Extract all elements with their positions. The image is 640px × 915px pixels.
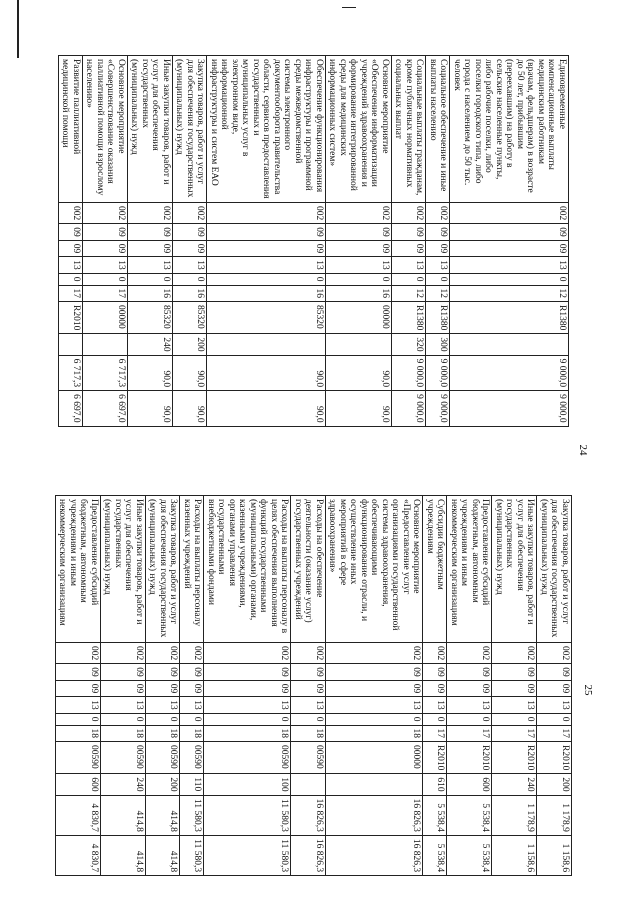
expense-type-code: 240 xyxy=(492,774,537,795)
program-code: 13 xyxy=(56,697,101,714)
row-name: Обеспечение функционирования инфраструктуры и программной среды межведомственной системы электронного документооборота правительства области, сервисов предоставления государственных и муниципальных услуг в электронном виде, информационной инфраструктуры и систем ЕАО xyxy=(207,56,326,203)
subsection-code: 09 xyxy=(291,680,326,697)
row-name: Основное мероприятие «Совершенствование оказания паллиативной помощи взрослому населению» xyxy=(83,56,128,203)
activity-code: 18 xyxy=(146,725,181,742)
amount-year-1: 16 826,3 xyxy=(291,795,326,835)
subsection-code: 09 xyxy=(180,680,204,697)
activity-code: 16 xyxy=(326,285,392,302)
ved-code: 002 xyxy=(447,643,492,664)
amount-year-1: 5 538,4 xyxy=(423,795,447,835)
direction-code: R2010 xyxy=(423,742,447,774)
section-code: 09 xyxy=(146,664,181,681)
direction-code: R2010 xyxy=(537,742,572,774)
program-code: 13 xyxy=(59,257,83,274)
ved-code: 002 xyxy=(291,643,326,664)
direction-code: 00590 xyxy=(146,742,181,774)
subprogram-code: 0 xyxy=(101,713,146,725)
direction-code: R2010 xyxy=(447,742,492,774)
ved-code: 002 xyxy=(392,203,427,224)
direction-code: 00590 xyxy=(204,742,291,774)
ved-code: 002 xyxy=(180,643,204,664)
expense-type-code: 320 xyxy=(392,334,427,355)
activity-code: 17 xyxy=(537,725,572,742)
subsection-code: 09 xyxy=(146,680,181,697)
subprogram-code: 0 xyxy=(204,713,291,725)
program-code: 13 xyxy=(173,257,208,274)
table-row xyxy=(56,496,101,876)
ved-code: 002 xyxy=(83,203,128,224)
row-name: Иные закупки товаров, работ и услуг для обеспечения государственных (муниципальных) нужд xyxy=(101,496,146,643)
amount-year-2: 9 000,0 xyxy=(392,391,427,427)
subprogram-code: 0 xyxy=(207,273,326,285)
page-number: 25 xyxy=(582,684,594,696)
expense-type-code: 200 xyxy=(146,774,181,795)
activity-code: 18 xyxy=(101,725,146,742)
table-row xyxy=(423,496,447,876)
activity-code: 16 xyxy=(207,285,326,302)
subprogram-code: 0 xyxy=(392,273,427,285)
activity-code: 12 xyxy=(392,285,427,302)
program-code: 13 xyxy=(207,257,326,274)
subsection-code: 09 xyxy=(101,680,146,697)
expense-type-code xyxy=(207,334,326,355)
program-code: 13 xyxy=(128,257,173,274)
expense-type-code: 100 xyxy=(204,774,291,795)
activity-code: 16 xyxy=(128,285,173,302)
amount-year-2: 90,0 xyxy=(173,391,208,427)
subprogram-code: 0 xyxy=(83,273,128,285)
row-name: Развитие паллиативной медицинской помощи xyxy=(59,56,83,203)
amount-year-2: 16 826,3 xyxy=(291,835,326,875)
subprogram-code: 0 xyxy=(56,713,101,725)
expense-type-code xyxy=(59,334,83,355)
expense-type-code: 600 xyxy=(447,774,492,795)
section-code: 09 xyxy=(83,224,128,241)
expense-type-code: 300 xyxy=(426,334,450,355)
subsection-code: 09 xyxy=(537,680,572,697)
ved-code: 002 xyxy=(326,203,392,224)
section-code: 09 xyxy=(537,664,572,681)
expense-type-code: 610 xyxy=(423,774,447,795)
amount-year-1: 90,0 xyxy=(326,355,392,391)
activity-code: 17 xyxy=(447,725,492,742)
ved-code: 002 xyxy=(146,643,181,664)
subsection-code: 09 xyxy=(56,680,101,697)
amount-year-2: 4 830,7 xyxy=(56,835,101,875)
table-row xyxy=(83,56,128,427)
scan-dust-mark xyxy=(342,7,356,8)
subprogram-code: 0 xyxy=(326,273,392,285)
amount-year-1: 6 717,3 xyxy=(59,355,83,391)
amount-year-2: 1 158,6 xyxy=(492,835,537,875)
program-code: 13 xyxy=(492,697,537,714)
ved-code: 002 xyxy=(56,643,101,664)
ved-code: 002 xyxy=(173,203,208,224)
row-name: Закупка товаров, работ и услуг для обеспечения государственных (муниципальных) нужд xyxy=(173,56,208,203)
amount-year-1: 414,8 xyxy=(146,795,181,835)
table-row xyxy=(326,56,392,427)
section-code: 09 xyxy=(392,224,427,241)
budget-table-body xyxy=(56,496,572,876)
direction-code: R2010 xyxy=(59,302,83,334)
row-name: Закупка товаров, работ и услуг для обеспечения государственных (муниципальных) нужд xyxy=(537,496,572,643)
table-row xyxy=(59,56,83,427)
ved-code: 002 xyxy=(537,643,572,664)
amount-year-2: 11 580,3 xyxy=(204,835,291,875)
subsection-code: 09 xyxy=(173,240,208,257)
amount-year-1: 90,0 xyxy=(207,355,326,391)
activity-code: 16 xyxy=(173,285,208,302)
amount-year-1: 90,0 xyxy=(173,355,208,391)
table-row xyxy=(537,496,572,876)
activity-code: 17 xyxy=(83,285,128,302)
program-code: 13 xyxy=(423,697,447,714)
section-code: 09 xyxy=(173,224,208,241)
row-name: Предоставление субсидий бюджетным, автономным учреждениям и иным некоммерческим организациям xyxy=(56,496,101,643)
amount-year-1: 9 000,0 xyxy=(426,355,450,391)
direction-code: 00000 xyxy=(326,742,424,774)
expense-type-code xyxy=(83,334,128,355)
subprogram-code: 0 xyxy=(326,713,424,725)
section-code: 09 xyxy=(204,664,291,681)
amount-year-2: 9 000,0 xyxy=(426,391,450,427)
row-name: Основное мероприятие «Предоставление услуг организациями государственной системы здравоохранения, обеспечивающими функционирование отрасли, и осуществление иных мероприятий в сфере здравоохранения» xyxy=(326,496,424,643)
subprogram-code: 0 xyxy=(173,273,208,285)
subsection-code: 09 xyxy=(326,680,424,697)
section-code: 09 xyxy=(128,224,173,241)
table-row xyxy=(146,496,181,876)
amount-year-1: 5 538,4 xyxy=(447,795,492,835)
program-code: 13 xyxy=(146,697,181,714)
amount-year-2: 6 697,0 xyxy=(59,391,83,427)
program-code: 13 xyxy=(326,257,392,274)
row-name: Единовременные компенсационные выплаты медицинским работникам (врачам, фельдшерам) в возрасте до 50 лет, прибывшим (переехавшим) на работу в сельские населенные пункты, либо рабочие поселки, либо поселки городского типа, либо города с населением до 50 тыс. человек xyxy=(450,56,569,203)
program-code: 13 xyxy=(291,697,326,714)
expense-type-code: 110 xyxy=(180,774,204,795)
program-code: 13 xyxy=(101,697,146,714)
expense-type-code: 200 xyxy=(173,334,208,355)
program-code: 13 xyxy=(180,697,204,714)
ved-code: 002 xyxy=(207,203,326,224)
section-code: 09 xyxy=(423,664,447,681)
section-code: 09 xyxy=(426,224,450,241)
subprogram-code: 0 xyxy=(291,713,326,725)
row-name: Расходы на выплаты персоналу казенных учреждений xyxy=(180,496,204,643)
program-code: 13 xyxy=(447,697,492,714)
subprogram-code: 0 xyxy=(492,713,537,725)
amount-year-1: 1 178,9 xyxy=(492,795,537,835)
amount-year-2: 16 826,3 xyxy=(326,835,424,875)
subsection-code: 09 xyxy=(492,680,537,697)
scan-margin-line xyxy=(17,0,19,58)
expense-type-code xyxy=(291,774,326,795)
activity-code: 17 xyxy=(423,725,447,742)
table-row xyxy=(450,56,569,427)
row-name: Иные закупки товаров, работ и услуг для обеспечения государственных (муниципальных) нужд xyxy=(492,496,537,643)
activity-code: 18 xyxy=(180,725,204,742)
activity-code: 12 xyxy=(450,285,569,302)
expense-type-code xyxy=(326,774,424,795)
table-row xyxy=(207,56,326,427)
subprogram-code: 0 xyxy=(447,713,492,725)
table-row xyxy=(291,496,326,876)
table-row xyxy=(204,496,291,876)
section-code: 09 xyxy=(56,664,101,681)
direction-code: R1380 xyxy=(426,302,450,334)
program-code: 13 xyxy=(392,257,427,274)
amount-year-1: 11 580,3 xyxy=(180,795,204,835)
table-row xyxy=(492,496,537,876)
document-page-25 xyxy=(52,465,602,915)
program-code: 13 xyxy=(83,257,128,274)
program-code: 13 xyxy=(426,257,450,274)
activity-code: 17 xyxy=(59,285,83,302)
row-name: Субсидии бюджетным учреждениям xyxy=(423,496,447,643)
expense-type-code: 240 xyxy=(128,334,173,355)
direction-code: 00000 xyxy=(83,302,128,334)
amount-year-1: 6 717,3 xyxy=(83,355,128,391)
amount-year-1: 1 178,9 xyxy=(537,795,572,835)
table-row xyxy=(180,496,204,876)
section-code: 09 xyxy=(59,224,83,241)
row-name: Закупка товаров, работ и услуг для обеспечения государственных (муниципальных) нужд xyxy=(146,496,181,643)
amount-year-1: 11 580,3 xyxy=(204,795,291,835)
amount-year-1: 4 830,7 xyxy=(56,795,101,835)
ved-code: 002 xyxy=(492,643,537,664)
row-name: Расходы на обеспечение деятельности (оказание услуг) государственных учреждений xyxy=(291,496,326,643)
subsection-code: 09 xyxy=(128,240,173,257)
direction-code: R1380 xyxy=(392,302,427,334)
direction-code: 00590 xyxy=(56,742,101,774)
direction-code: 00000 xyxy=(326,302,392,334)
amount-year-2: 5 538,4 xyxy=(423,835,447,875)
activity-code: 18 xyxy=(204,725,291,742)
row-name: Основное мероприятие «Обеспечение информатизации учреждений здравоохранения и формирование интегрированной среды для медицинских информационных систем» xyxy=(326,56,392,203)
ved-code: 002 xyxy=(128,203,173,224)
expense-type-code xyxy=(450,334,569,355)
subsection-code: 09 xyxy=(83,240,128,257)
direction-code: 00590 xyxy=(180,742,204,774)
ved-code: 002 xyxy=(101,643,146,664)
subsection-code: 09 xyxy=(423,680,447,697)
budget-table xyxy=(55,495,572,876)
subprogram-code: 0 xyxy=(59,273,83,285)
row-name: Расходы на выплаты персоналу в целях обеспечения выполнения функций государственными (муниципальными) органами, казенными учреждениями, органами управления государственными внебюджетными фондами xyxy=(204,496,291,643)
section-code: 09 xyxy=(326,224,392,241)
amount-year-2: 5 538,4 xyxy=(447,835,492,875)
subsection-code: 09 xyxy=(392,240,427,257)
amount-year-2: 9 000,0 xyxy=(450,391,569,427)
amount-year-2: 6 697,0 xyxy=(83,391,128,427)
row-name: Иные закупки товаров, работ и услуг для обеспечения государственных (муниципальных) нужд xyxy=(128,56,173,203)
amount-year-2: 90,0 xyxy=(128,391,173,427)
activity-code: 18 xyxy=(326,725,424,742)
program-code: 13 xyxy=(204,697,291,714)
section-code: 09 xyxy=(326,664,424,681)
activity-code: 17 xyxy=(492,725,537,742)
expense-type-code: 200 xyxy=(537,774,572,795)
table-row xyxy=(447,496,492,876)
amount-year-2: 1 158,6 xyxy=(537,835,572,875)
amount-year-1: 90,0 xyxy=(128,355,173,391)
section-code: 09 xyxy=(207,224,326,241)
amount-year-1: 414,8 xyxy=(101,795,146,835)
section-code: 09 xyxy=(101,664,146,681)
page-number: 24 xyxy=(577,444,589,456)
budget-table xyxy=(58,55,569,427)
subprogram-code: 0 xyxy=(537,713,572,725)
subprogram-code: 0 xyxy=(146,713,181,725)
section-code: 09 xyxy=(291,664,326,681)
program-code: 13 xyxy=(537,697,572,714)
direction-code: 85320 xyxy=(128,302,173,334)
expense-type-code: 600 xyxy=(56,774,101,795)
section-code: 09 xyxy=(450,224,569,241)
table-row xyxy=(173,56,208,427)
subprogram-code: 0 xyxy=(450,273,569,285)
ved-code: 002 xyxy=(326,643,424,664)
activity-code: 18 xyxy=(56,725,101,742)
budget-table-body xyxy=(59,56,569,427)
expense-type-code xyxy=(326,334,392,355)
ved-code: 002 xyxy=(204,643,291,664)
ved-code: 002 xyxy=(423,643,447,664)
expense-type-code: 240 xyxy=(101,774,146,795)
direction-code: R2010 xyxy=(492,742,537,774)
table-row xyxy=(128,56,173,427)
ved-code: 002 xyxy=(426,203,450,224)
amount-year-2: 414,8 xyxy=(101,835,146,875)
subsection-code: 09 xyxy=(204,680,291,697)
activity-code: 12 xyxy=(426,285,450,302)
amount-year-1: 9 000,0 xyxy=(450,355,569,391)
amount-year-2: 90,0 xyxy=(326,391,392,427)
subsection-code: 09 xyxy=(59,240,83,257)
program-code: 13 xyxy=(326,697,424,714)
subprogram-code: 0 xyxy=(128,273,173,285)
activity-code: 18 xyxy=(291,725,326,742)
amount-year-1: 9 000,0 xyxy=(392,355,427,391)
direction-code: 00590 xyxy=(291,742,326,774)
subsection-code: 09 xyxy=(426,240,450,257)
section-code: 09 xyxy=(180,664,204,681)
direction-code: 00590 xyxy=(101,742,146,774)
table-row xyxy=(426,56,450,427)
subprogram-code: 0 xyxy=(180,713,204,725)
subsection-code: 09 xyxy=(447,680,492,697)
direction-code: 85320 xyxy=(207,302,326,334)
subsection-code: 09 xyxy=(326,240,392,257)
subprogram-code: 0 xyxy=(426,273,450,285)
amount-year-2: 90,0 xyxy=(207,391,326,427)
row-name: Социальные выплаты гражданам, кроме публичных нормативных социальных выплат xyxy=(392,56,427,203)
table-row xyxy=(392,56,427,427)
table-row xyxy=(101,496,146,876)
program-code: 13 xyxy=(450,257,569,274)
row-name: Предоставление субсидий бюджетным, автономным учреждениям и иным некоммерческим организациям xyxy=(447,496,492,643)
subsection-code: 09 xyxy=(207,240,326,257)
section-code: 09 xyxy=(447,664,492,681)
table-row xyxy=(326,496,424,876)
row-name: Социальное обеспечение и иные выплаты населению xyxy=(426,56,450,203)
direction-code: R1380 xyxy=(450,302,569,334)
ved-code: 002 xyxy=(59,203,83,224)
ved-code: 002 xyxy=(450,203,569,224)
amount-year-2: 11 580,3 xyxy=(180,835,204,875)
amount-year-1: 16 826,3 xyxy=(326,795,424,835)
subprogram-code: 0 xyxy=(423,713,447,725)
amount-year-2: 414,8 xyxy=(146,835,181,875)
direction-code: 85320 xyxy=(173,302,208,334)
section-code: 09 xyxy=(492,664,537,681)
subsection-code: 09 xyxy=(450,240,569,257)
